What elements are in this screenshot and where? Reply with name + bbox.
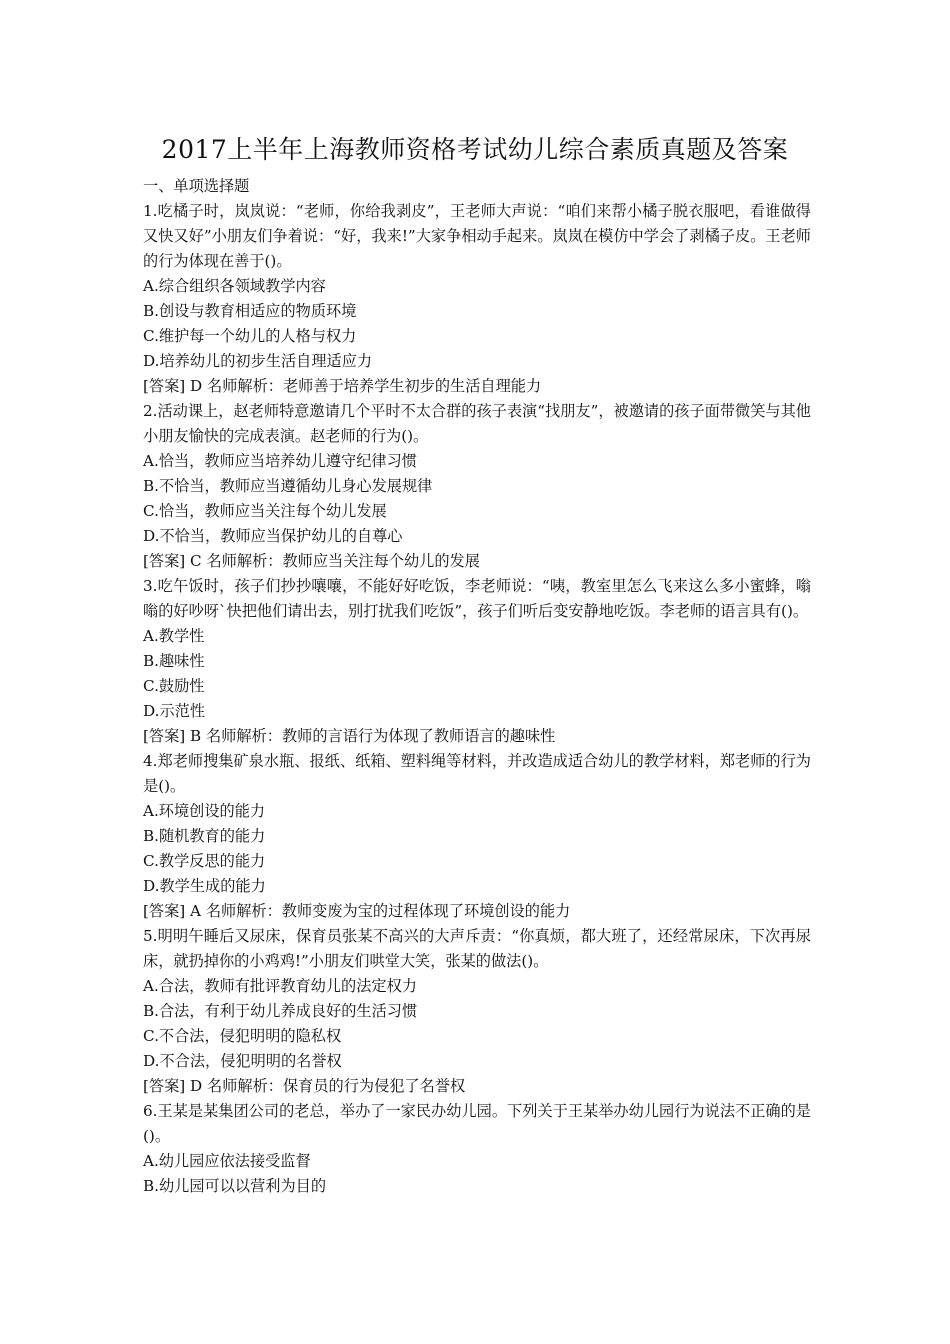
- option: A.合法，教师有批评教育幼儿的法定权力: [143, 977, 417, 995]
- question-stem: 6.王某是某集团公司的老总，举办了一家民办幼儿园。下列关于王某举办幼儿园行为说法不正确的是()。: [143, 1102, 811, 1145]
- option: D.不合法，侵犯明明的名誉权: [143, 1052, 342, 1070]
- answer-line: [答案] D 名师解析：保育员的行为侵犯了名誉权: [143, 1077, 466, 1095]
- answer-line: [答案] D 名师解析：老师善于培养学生初步的生活自理能力: [143, 377, 542, 395]
- option: D.示范性: [143, 702, 206, 720]
- question-stem: 4.郑老师搜集矿泉水瓶、报纸、纸箱、塑料绳等材料，并改造成适合幼儿的教学材料，郑老师的行为是()。: [143, 752, 811, 795]
- document-body: [143, 174, 811, 1199]
- question-stem: 2.活动课上，赵老师特意邀请几个平时不太合群的孩子表演“找朋友”，被邀请的孩子面带微笑与其他小朋友愉快的完成表演。赵老师的行为()。: [143, 402, 811, 445]
- document-title: 2017上半年上海教师资格考试幼儿综合素质真题及答案: [161, 135, 789, 164]
- question-stem: 3.吃午饭时，孩子们抄抄嚷嚷，不能好好吃饭，李老师说：“咦，教室里怎么飞来这么多小蜜蜂，嗡嗡的好吵呀`快把他们请出去，别打扰我们吃饭”，孩子们听后变安静地吃饭。李老师的语言具有()。: [143, 577, 811, 620]
- option: D.不恰当，教师应当保护幼儿的自尊心: [143, 527, 403, 545]
- option: C.维护每一个幼儿的人格与权力: [143, 327, 357, 345]
- option: B.随机教育的能力: [143, 827, 266, 845]
- option: B.创设与教育相适应的物质环境: [143, 302, 357, 320]
- question-4: [143, 749, 811, 924]
- option: B.不恰当，教师应当遵循幼儿身心发展规律: [143, 477, 433, 495]
- option: C.教学反思的能力: [143, 852, 266, 870]
- option: C.不合法，侵犯明明的隐私权: [143, 1027, 342, 1045]
- question-5: [143, 924, 811, 1099]
- option: C.恰当，教师应当关注每个幼儿发展: [143, 502, 387, 520]
- question-stem: 1.吃橘子时，岚岚说：“老师，你给我剥皮”，王老师大声说：“咱们来帮小橘子脱衣服吧，看谁做得又快又好”小朋友们争着说：“好，我来!”大家争相动手起来。岚岚在模仿中学会了剥橘子皮。王老师的行为体现在善于()。: [143, 202, 811, 270]
- question-1: [143, 199, 811, 399]
- question-3: [143, 574, 811, 749]
- option: A.综合组织各领域教学内容: [143, 277, 326, 295]
- question-6: [143, 1099, 811, 1199]
- option: C.鼓励性: [143, 677, 205, 695]
- question-2: [143, 399, 811, 574]
- option: B.幼儿园可以以营利为目的: [143, 1177, 327, 1195]
- option: A.环境创设的能力: [143, 802, 266, 820]
- section-heading: 一、单项选择题: [143, 177, 250, 195]
- option: A.恰当，教师应当培养幼儿遵守纪律习惯: [143, 452, 417, 470]
- option: A.教学性: [143, 627, 205, 645]
- option: B.合法，有利于幼儿养成良好的生活习惯: [143, 1002, 418, 1020]
- option: A.幼儿园应依法接受监督: [143, 1152, 311, 1170]
- option: D.培养幼儿的初步生活自理适应力: [143, 352, 373, 370]
- question-stem: 5.明明午睡后又尿床，保育员张某不高兴的大声斥责：“你真烦，都大班了，还经常尿床，下次再尿床，就扔掉你的小鸡鸡!”小朋友们哄堂大笑，张某的做法()。: [143, 927, 811, 970]
- answer-line: [答案] B 名师解析：教师的言语行为体现了教师语言的趣味性: [143, 727, 556, 745]
- answer-line: [答案] C 名师解析：教师应当关注每个幼儿的发展: [143, 552, 480, 570]
- option: D.教学生成的能力: [143, 877, 266, 895]
- option: B.趣味性: [143, 652, 205, 670]
- answer-line: [答案] A 名师解析：教师变废为宝的过程体现了环境创设的能力: [143, 902, 571, 920]
